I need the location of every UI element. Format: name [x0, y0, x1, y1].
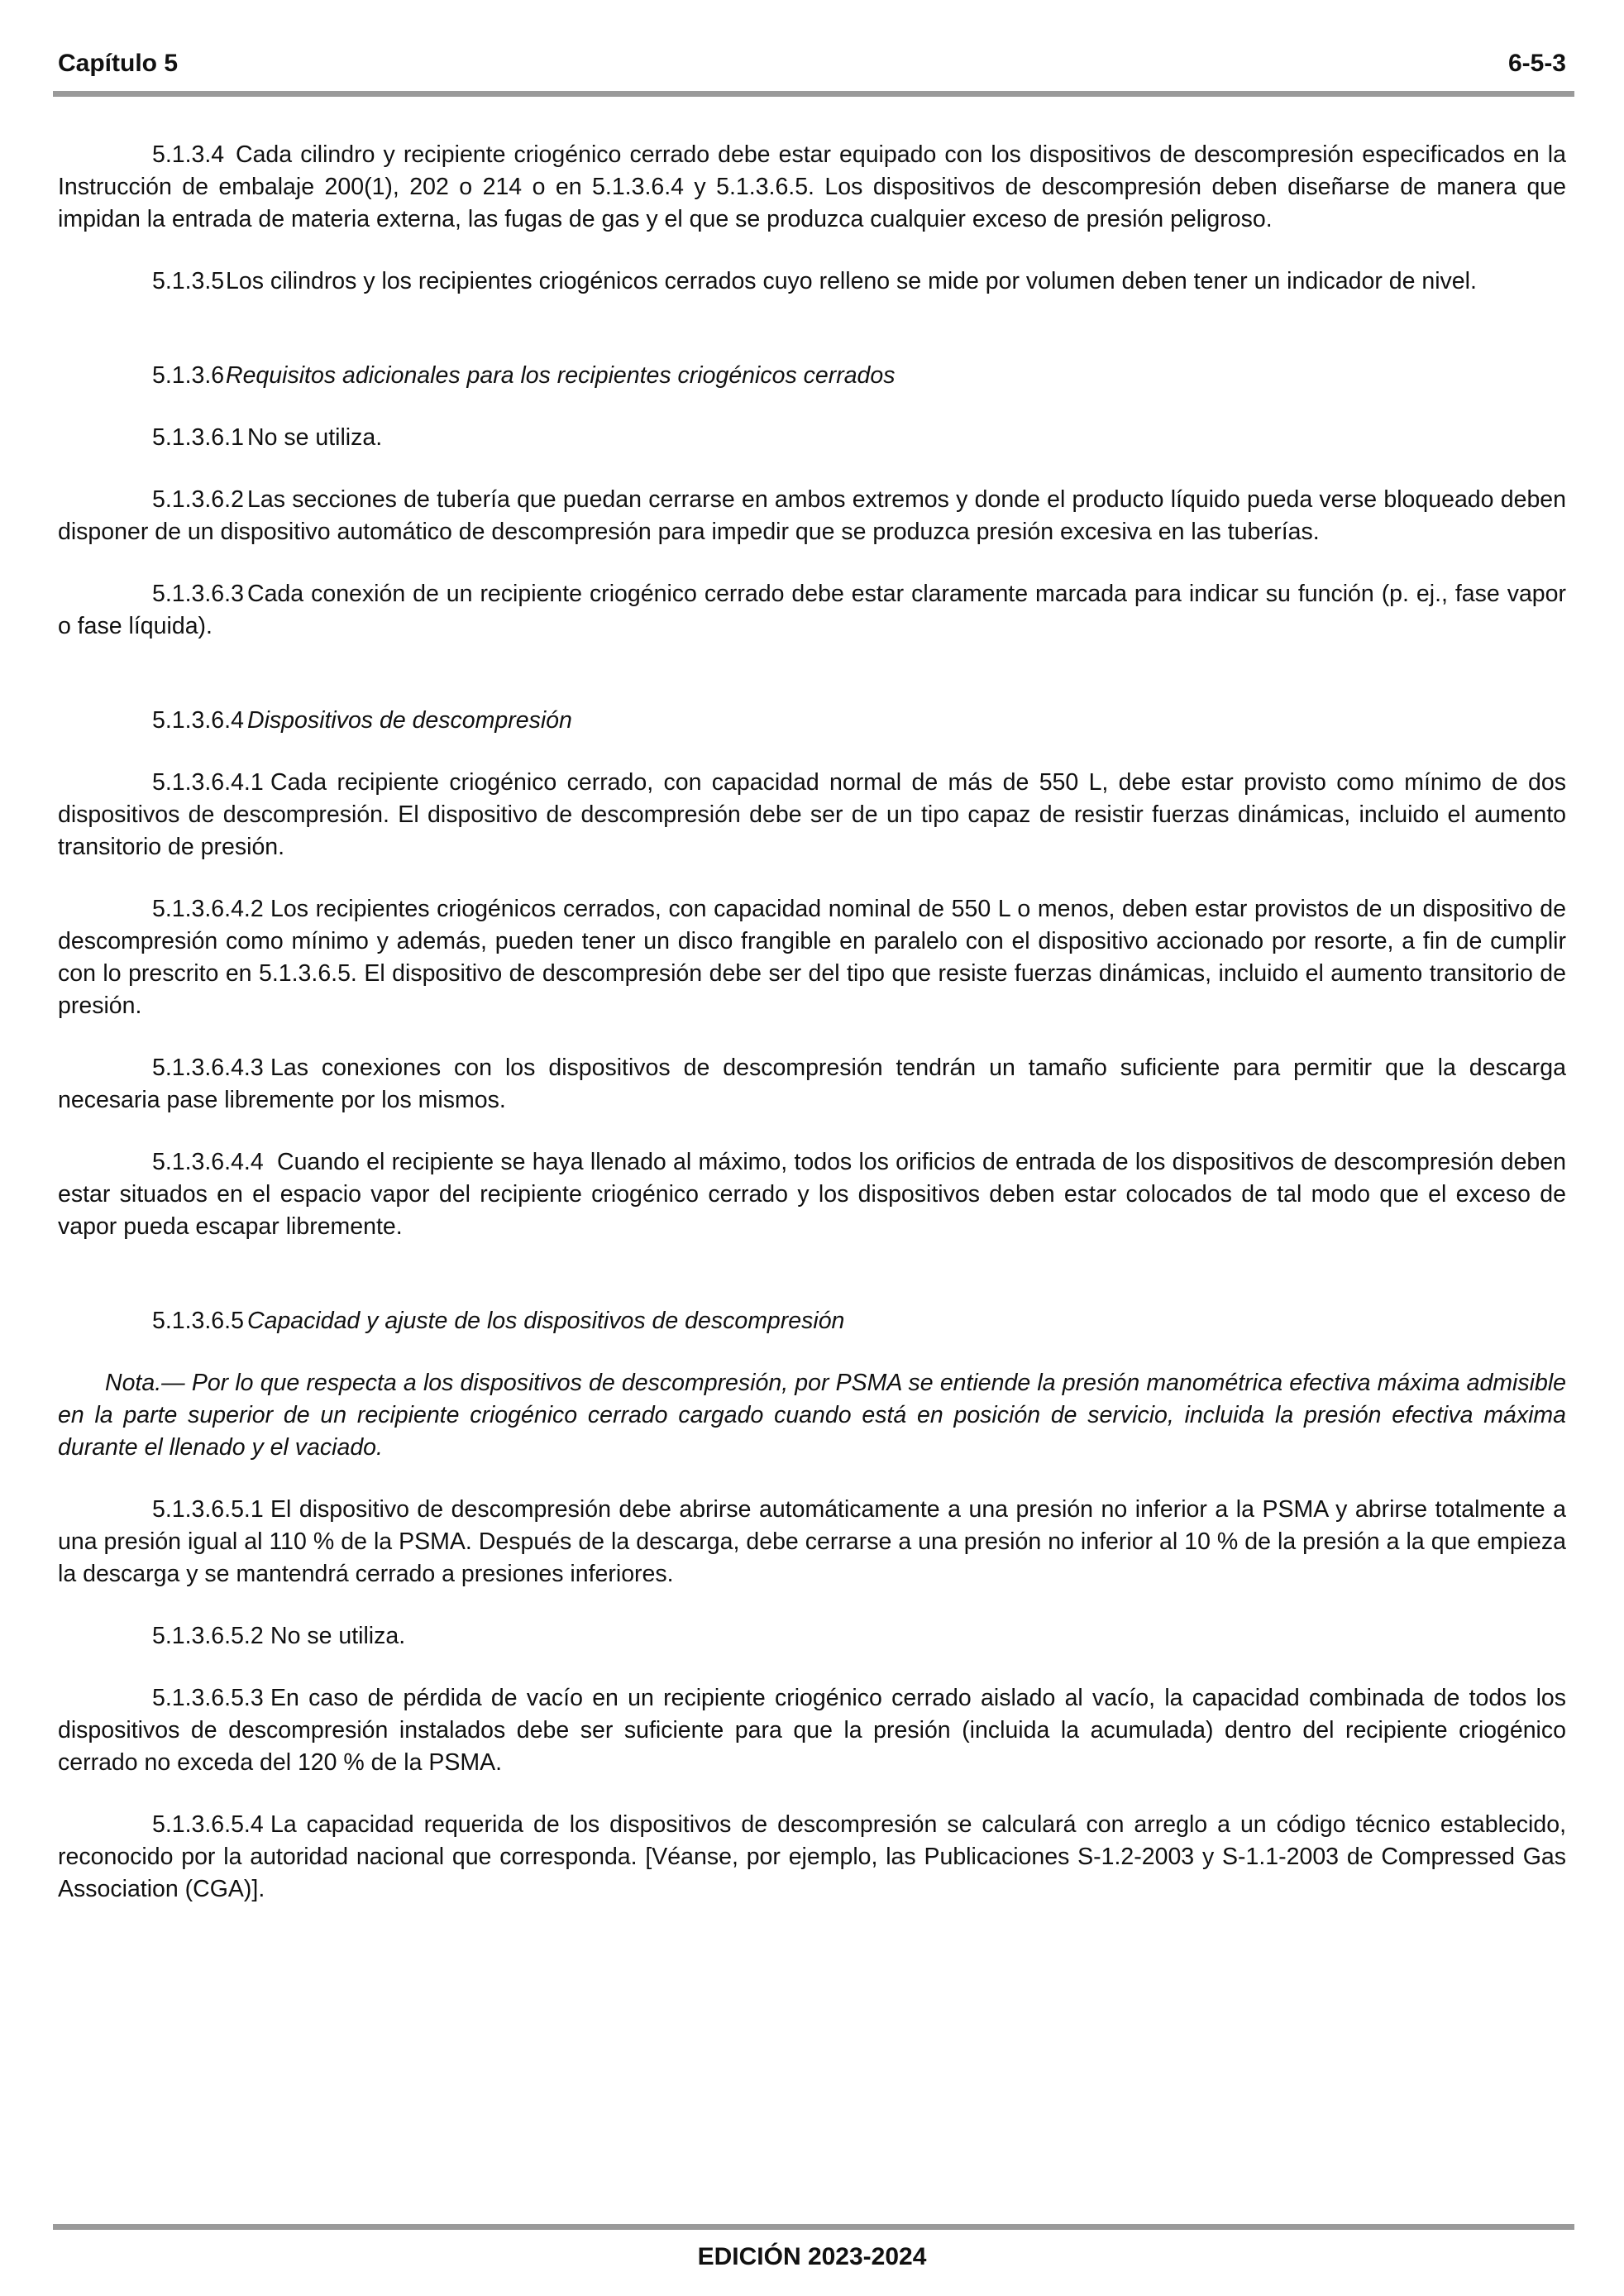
paragraph-text: No se utiliza.	[270, 1623, 406, 1649]
note-paragraph	[58, 1367, 1566, 1464]
section-heading-5-1-3-6-4	[58, 705, 1566, 737]
section-number: 5.1.3.6	[152, 362, 225, 389]
note-label: Nota.—	[105, 1370, 185, 1396]
paragraph-number: 5.1.3.4	[152, 141, 225, 168]
paragraph-text: Cada cilindro y recipiente criogénico cerrado debe estar equipado con los dispositivos de descompresión especificados en la Instrucción de embalaje 200(1), 202 o 214 o en 5.1.3.6.4 y 5.1.3.6.5. Los dispositivos de descompresión deben diseñarse de manera que impidan la entrada de materia externa, las fugas de gas y el que se produzca cualquier exceso de presión peligroso.	[58, 141, 1566, 232]
paragraph-5-1-3-6-5-2	[58, 1620, 1566, 1653]
paragraph-5-1-3-6-4-3	[58, 1052, 1566, 1117]
paragraph-text: Cada conexión de un recipiente criogénico cerrado debe estar claramente marcada para indicar su función (p. ej., fase vapor o fase líquida).	[58, 581, 1566, 639]
section-heading-5-1-3-6	[58, 360, 1566, 392]
paragraph-5-1-3-6-1	[58, 422, 1566, 454]
paragraph-5-1-3-6-2	[58, 484, 1566, 548]
section-heading-5-1-3-6-5	[58, 1305, 1566, 1337]
paragraph-text: El dispositivo de descompresión debe abrirse automáticamente a una presión no inferior a la PSMA y abrirse totalmente a una presión igual al 110 % de la PSMA. Después de la descarga, debe cerrarse a una presión no inferior al 10 % de la presión a la que empieza la descarga y se mantendrá cerrado a presiones inferiores.	[58, 1496, 1566, 1587]
paragraph-number: 5.1.3.6.5.1	[152, 1496, 264, 1523]
paragraph-text: La capacidad requerida de los dispositivos de descompresión se calculará con arreglo a un código técnico establecido, reconocido por la autoridad nacional que corresponda. [Véanse, por ejemplo, las Publicaciones S-1.2-2003 y S-1.1-2003 de Compressed Gas Association (CGA)].	[58, 1811, 1566, 1902]
page-header	[58, 50, 1566, 86]
note-text: Por lo que respecta a los dispositivos de descompresión, por PSMA se entiende la presión manométrica efectiva máxima admisible en la parte superior de un recipiente criogénico cerrado cargado cuando está en posición de servicio, incluida la presión efectiva máxima durante el llenado y el vaciado.	[58, 1370, 1566, 1461]
paragraph-text: En caso de pérdida de vacío en un recipiente criogénico cerrado aislado al vacío, la capacidad combinada de todos los dispositivos de descompresión instalados debe ser suficiente para que la presión (incluida la acumulada) dentro del recipiente criogénico cerrado no exceda del 120 % de la PSMA.	[58, 1685, 1566, 1776]
paragraph-number: 5.1.3.6.4.2	[152, 896, 264, 922]
paragraph-number: 5.1.3.6.5.2	[152, 1623, 264, 1649]
paragraph-text: Cada recipiente criogénico cerrado, con capacidad normal de más de 550 L, debe estar provisto como mínimo de dos dispositivos de descompresión. El dispositivo de descompresión debe ser de un tipo capaz de resistir fuerzas dinámicas, incluido el aumento transitorio de presión.	[58, 769, 1566, 860]
paragraph-number: 5.1.3.5	[152, 268, 225, 294]
paragraph-text: Los recipientes criogénicos cerrados, con capacidad nominal de 550 L o menos, deben estar provistos de un dispositivo de descompresión como mínimo y además, pueden tener un disco frangible en paralelo con el dispositivo accionado por resorte, a fin de cumplir con lo prescrito en 5.1.3.6.5. El dispositivo de descompresión debe ser del tipo que resiste fuerzas dinámicas, incluido el aumento transitorio de presión.	[58, 896, 1566, 1019]
chapter-title: Capítulo 5	[58, 50, 179, 77]
paragraph-text: Cuando el recipiente se haya llenado al máximo, todos los orificios de entrada de los dispositivos de descompresión deben estar situados en el espacio vapor del recipiente criogénico cerrado y los dispositivos deben estar colocados de tal modo que el exceso de vapor pueda escapar libremente.	[58, 1149, 1566, 1240]
paragraph-text: No se utiliza.	[247, 424, 383, 451]
footer-rule	[53, 2224, 1574, 2230]
page-body	[58, 139, 1566, 1906]
header-rule	[53, 91, 1574, 97]
paragraph-5-1-3-6-5-3	[58, 1682, 1566, 1779]
paragraph-5-1-3-6-5-1	[58, 1494, 1566, 1590]
section-title: Dispositivos de descompresión	[247, 707, 572, 734]
paragraph-5-1-3-5	[58, 265, 1566, 298]
paragraph-text: Los cilindros y los recipientes criogénicos cerrados cuyo relleno se mide por volumen deben tener un indicador de nivel.	[226, 268, 1477, 294]
page-footer	[0, 2243, 1624, 2271]
paragraph-5-1-3-6-4-4	[58, 1146, 1566, 1243]
paragraph-number: 5.1.3.6.1	[152, 424, 244, 451]
paragraph-number: 5.1.3.6.3	[152, 581, 244, 607]
paragraph-5-1-3-6-5-4	[58, 1809, 1566, 1906]
paragraph-number: 5.1.3.6.2	[152, 486, 244, 513]
section-number: 5.1.3.6.5	[152, 1308, 244, 1334]
paragraph-number: 5.1.3.6.4.1	[152, 769, 264, 796]
paragraph-number: 5.1.3.6.5.3	[152, 1685, 264, 1711]
section-title: Requisitos adicionales para los recipientes criogénicos cerrados	[226, 362, 896, 389]
paragraph-5-1-3-6-4-1	[58, 767, 1566, 863]
paragraph-text: Las secciones de tubería que puedan cerrarse en ambos extremos y donde el producto líquido pueda verse bloqueado deben disponer de un dispositivo automático de descompresión para impedir que se produzca presión excesiva en las tuberías.	[58, 486, 1566, 545]
paragraph-5-1-3-6-3	[58, 578, 1566, 643]
paragraph-number: 5.1.3.6.5.4	[152, 1811, 264, 1838]
page-number: 6-5-3	[1507, 50, 1566, 77]
paragraph-number: 5.1.3.6.4.4	[152, 1149, 264, 1175]
section-number: 5.1.3.6.4	[152, 707, 244, 734]
paragraph-text: Las conexiones con los dispositivos de descompresión tendrán un tamaño suficiente para permitir que la descarga necesaria pase libremente por los mismos.	[58, 1055, 1566, 1113]
paragraph-5-1-3-4	[58, 139, 1566, 236]
paragraph-5-1-3-6-4-2	[58, 893, 1566, 1022]
paragraph-number: 5.1.3.6.4.3	[152, 1055, 264, 1081]
edition-label: EDICIÓN 2023-2024	[697, 2243, 927, 2270]
section-title: Capacidad y ajuste de los dispositivos de descompresión	[247, 1308, 845, 1334]
